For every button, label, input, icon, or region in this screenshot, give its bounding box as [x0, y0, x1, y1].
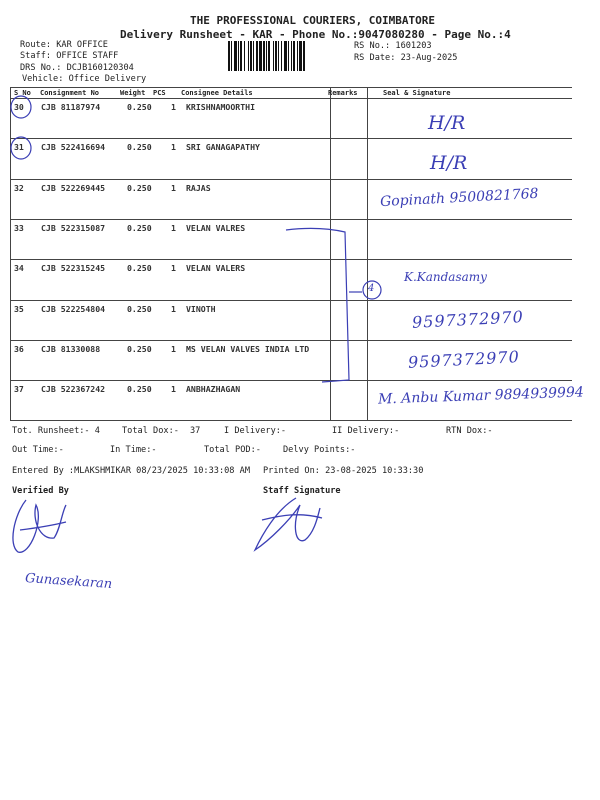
circle-mark-30: [11, 96, 31, 118]
cell-pcs: 1: [171, 384, 176, 395]
cell-consignee: KRISHNAMOORTHI: [186, 102, 256, 112]
cell-sno: 35: [14, 303, 24, 314]
in-time-label: In Time:-: [110, 445, 157, 455]
total-dox-value: 37: [190, 426, 201, 436]
staff-label: Staff: OFFICE STAFF: [20, 51, 119, 61]
runsheet-subtitle: Delivery Runsheet - KAR - Phone No.:9047080280 - Page No.:4: [120, 28, 511, 41]
printed-on: Printed On: 23-08-2025 10:33:30: [263, 466, 424, 476]
rs-date: RS Date: 23-Aug-2025: [354, 53, 458, 63]
cell-pcs: 1: [171, 343, 176, 354]
col-header-remarks: Remarks: [328, 89, 358, 97]
col-header-consignee: Consignee Details: [181, 89, 253, 97]
vehicle-label: Vehicle: Office Delivery: [22, 74, 147, 84]
cell-sno: 30: [14, 102, 24, 112]
entered-by: Entered By :MLAKSHMIKAR 08/23/2025 10:33:08 AM: [12, 466, 250, 476]
handwritten-group-count: 4: [368, 283, 375, 294]
cell-weight: 0.250: [127, 222, 152, 233]
cell-consignment: CJB 522269445: [41, 182, 106, 193]
cell-pcs: 1: [171, 142, 176, 153]
cell-consignee: VELAN VALRES: [186, 222, 246, 233]
cell-consignee: SRI GANAGAPATHY: [186, 142, 260, 153]
cell-consignment: CJB 81330088: [41, 343, 101, 354]
cell-consignment: CJB 522416694: [41, 142, 106, 153]
col-header-sno: S No: [14, 89, 31, 97]
rtn-dox-label: RTN Dox:-: [446, 426, 493, 436]
handwritten-phone-1: 9597372970: [411, 307, 525, 332]
cell-consignment: CJB 522254804: [41, 303, 106, 314]
route-label: Route: KAR OFFICE: [20, 40, 108, 50]
cell-consignment: CJB 522315245: [41, 263, 106, 274]
cell-consignee: ANBHAZHAGAN: [186, 384, 241, 395]
company-name: THE PROFESSIONAL COURIERS, COIMBATORE: [190, 14, 436, 27]
handwritten-hr-2: H/R: [430, 152, 468, 174]
cell-consignee: VELAN VALERS: [186, 263, 246, 274]
cell-weight: 0.250: [127, 263, 152, 274]
cell-consignee: RAJAS: [186, 182, 211, 193]
col-header-weight: Weight: [120, 89, 146, 97]
cell-consignment: CJB 522315087: [41, 222, 106, 233]
cell-weight: 0.250: [127, 343, 152, 354]
cell-pcs: 1: [171, 102, 176, 112]
cell-weight: 0.250: [127, 102, 152, 112]
handwritten-kandasamy: K.Kandasamy: [404, 270, 487, 284]
cell-weight: 0.250: [127, 142, 152, 153]
cell-consignment: CJB 81187974: [41, 102, 101, 112]
cell-sno: 36: [14, 343, 24, 354]
cell-sno: 34: [14, 263, 24, 274]
cell-sno: 37: [14, 384, 24, 395]
total-dox-label: Total Dox:-: [122, 426, 179, 436]
cell-pcs: 1: [171, 303, 176, 314]
total-pod-label: Total POD:-: [204, 445, 261, 455]
cell-pcs: 1: [171, 222, 176, 233]
cell-consignee: VINOTH: [186, 303, 216, 314]
staff-signature-label: Staff Signature: [263, 486, 341, 496]
ii-delivery-label: II Delivery:-: [332, 426, 400, 436]
tot-runsheet: Tot. Runsheet:- 4: [12, 426, 100, 436]
drs-number: DRS No.: DCJB160120304: [20, 63, 134, 73]
circle-mark-31: [11, 137, 31, 159]
verified-by-label: Verified By: [12, 486, 69, 496]
delvy-points-label: Delvy Points:-: [283, 445, 356, 455]
cell-sno: 33: [14, 222, 24, 233]
cell-consignee: MS VELAN VALVES INDIA LTD: [186, 343, 310, 354]
cell-weight: 0.250: [127, 182, 152, 193]
rs-number: RS No.: 1601203: [354, 41, 432, 51]
col-header-seal: Seal & Signature: [383, 89, 451, 97]
i-delivery-label: I Delivery:-: [224, 426, 287, 436]
group-circle: [363, 281, 381, 299]
cell-pcs: 1: [171, 263, 176, 274]
handwritten-verifier-name: Gunasekaran: [24, 570, 113, 593]
cell-sno: 31: [14, 142, 24, 153]
col-header-pcs: PCS: [153, 89, 166, 97]
handwritten-gopinath: Gopinath 9500821768: [379, 185, 539, 211]
bracket-mark: [286, 228, 349, 382]
cell-weight: 0.250: [127, 384, 152, 395]
col-header-consignment: Consignment No: [40, 89, 100, 97]
cell-sno: 32: [14, 182, 24, 193]
verifier-signature: [13, 500, 66, 552]
cell-weight: 0.250: [127, 303, 152, 314]
handwritten-phone-2: 9597372970: [407, 347, 521, 372]
cell-consignment: CJB 522367242: [41, 384, 106, 395]
cell-pcs: 1: [171, 182, 176, 193]
out-time-label: Out Time:-: [12, 445, 64, 455]
staff-signature: [255, 498, 322, 550]
handwritten-anbu-kumar: M. Anbu Kumar 9894939994: [377, 384, 585, 408]
handwritten-hr-1: H/R: [428, 112, 466, 134]
